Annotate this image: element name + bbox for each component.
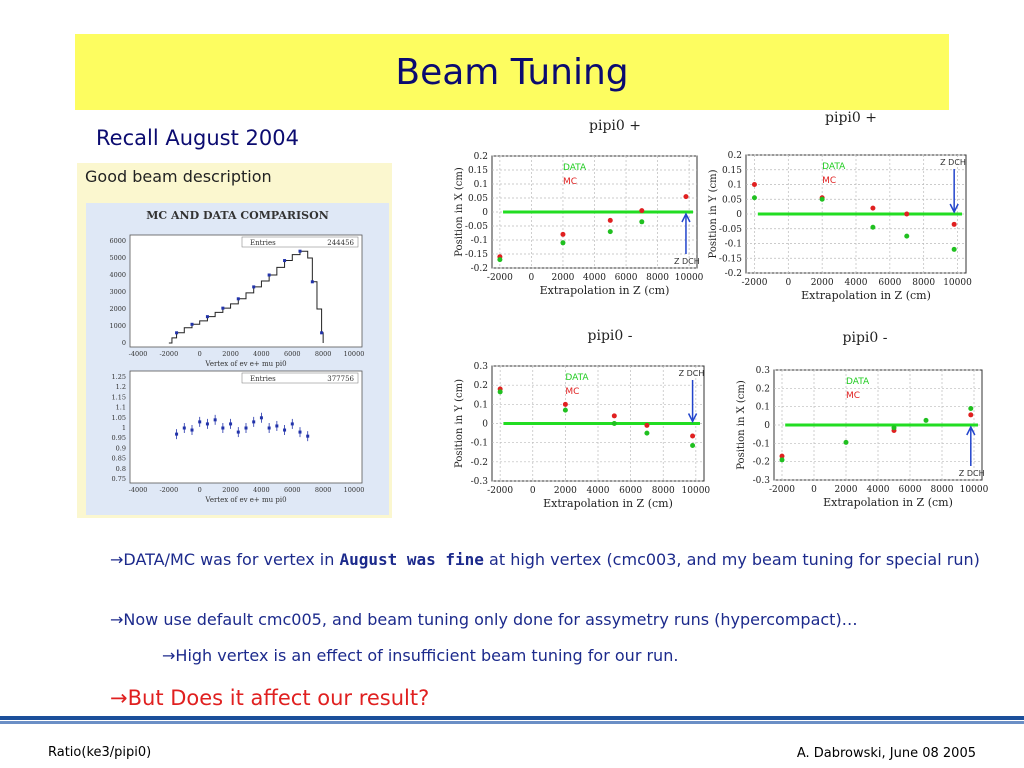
hist-point [252, 285, 255, 288]
y-tick-label: 0.2 [755, 384, 770, 395]
data-point-data [968, 412, 973, 417]
data-point-mc [560, 240, 565, 245]
y-tick-label: 0 [482, 419, 488, 430]
y-tick-label: -0.05 [718, 224, 742, 235]
y-tick-label: -0.2 [470, 457, 488, 468]
ratio-point [268, 427, 271, 430]
x-tick-label: -2000 [159, 350, 179, 358]
x-tick-label: -4000 [128, 486, 148, 494]
x-tick-label: 6000 [878, 278, 902, 288]
x-tick-label: 10000 [343, 350, 365, 358]
x-tick-label: 0 [785, 278, 792, 288]
hist-point [237, 297, 240, 300]
hist-point [320, 331, 323, 334]
ratio-point [260, 416, 263, 419]
bullet-3: →High vertex is an effect of insufficient beam tuning for our run. [162, 646, 679, 665]
x-tick-label: -2000 [159, 486, 179, 494]
y-tick-label: 0.2 [727, 151, 742, 161]
data-point-mc [498, 389, 503, 394]
y-tick-label: 0.1 [473, 180, 488, 190]
data-point-mc [952, 247, 957, 252]
ratio-point [221, 427, 224, 430]
x-tick-label: 2000 [834, 485, 858, 495]
hist-point [311, 280, 314, 283]
bullet-1: →DATA/MC was for vertex in August was fine at high vertex (cmc003, and my beam tuning for special run) [110, 550, 980, 569]
x-tick-label: -2000 [741, 278, 768, 288]
legend-data: DATA [562, 163, 587, 173]
plot-title: pipi0 + [589, 118, 641, 134]
plot-title: pipi0 - [842, 330, 888, 346]
data-point-mc [968, 406, 973, 411]
data-point-mc [563, 408, 568, 413]
data-point-mc [608, 229, 613, 234]
y-tick-label: -0.3 [752, 476, 770, 486]
data-point-data [639, 208, 644, 213]
hist-point [191, 323, 194, 326]
x-tick-label: 10000 [674, 273, 704, 283]
y-tick-label: 0.95 [111, 434, 126, 443]
z-dch-label: Z DCH [673, 257, 700, 266]
y-tick-label: -0.1 [752, 439, 770, 450]
y-tick-label: 0.1 [727, 180, 742, 191]
x-tick-label: 6000 [284, 350, 301, 358]
y-tick-label: 0.05 [467, 194, 488, 204]
slide-title: Beam Tuning [395, 51, 629, 93]
arrow-icon: → [110, 686, 128, 710]
y-tick-label: 0.85 [111, 454, 126, 463]
footer-right: A. Dabrowski, June 08 2005 [796, 746, 976, 761]
data-point-mc [752, 195, 757, 200]
ratio-point [198, 420, 201, 423]
data-point-mc [924, 418, 929, 423]
footer-left: Ratio(ke3/pipi0) [48, 745, 152, 760]
y-tick-label: 0.9 [115, 444, 126, 453]
plot-title: pipi0 - [587, 328, 633, 344]
y-tick-label: -0.3 [470, 477, 488, 487]
x-tick-label: 4000 [253, 350, 270, 358]
figure-caption: Good beam description [85, 167, 272, 186]
y-tick-label: 3000 [109, 288, 126, 296]
data-point-data [904, 212, 909, 217]
footer-rule-light [0, 721, 1024, 724]
data-point-data [563, 402, 568, 407]
y-tick-label: 0 [764, 421, 770, 431]
y-tick-label: 1.15 [111, 393, 126, 402]
y-axis-label: Position in Y (cm) [708, 169, 719, 259]
data-point-data [952, 222, 957, 227]
x-tick-label: 10000 [343, 486, 365, 494]
x-tick-label: 8000 [314, 350, 332, 358]
bullet-4: →But Does it affect our result? [110, 686, 430, 710]
plot-pipi0-plus-x [440, 116, 710, 316]
ratio-point [306, 435, 309, 438]
ratio-point [283, 429, 286, 432]
hist-point [283, 259, 286, 262]
ratio-point [229, 422, 232, 425]
z-dch-label: Z DCH [940, 158, 966, 167]
legend-mc: MC [562, 177, 578, 187]
x-tick-label: 4000 [586, 486, 610, 496]
x-tick-label: 8000 [314, 486, 332, 494]
y-tick-label: -0.2 [752, 457, 770, 468]
data-point-data [608, 218, 613, 223]
legend-data: DATA [846, 377, 870, 387]
legend-data: DATA [565, 373, 589, 383]
data-point-mc [904, 234, 909, 239]
data-point-mc [497, 257, 502, 262]
x-tick-label: 4000 [253, 486, 270, 494]
data-point-data [752, 182, 757, 187]
y-tick-label: 6000 [109, 237, 126, 245]
x-tick-label: 6000 [284, 486, 301, 494]
arrow-icon: → [162, 646, 176, 665]
title-bar [75, 34, 949, 110]
legend-data: DATA [822, 162, 846, 172]
x-tick-label: 4000 [866, 485, 890, 495]
x-tick-label: -4000 [128, 350, 148, 358]
ratio-point [237, 431, 240, 434]
plot-pipi0-minus-y [440, 322, 715, 522]
y-tick-label: -0.1 [470, 236, 488, 246]
y-tick-label: 0.1 [755, 402, 770, 413]
y-tick-label: 0.1 [473, 400, 488, 411]
x-tick-label: 8000 [646, 273, 670, 283]
hist-point [175, 331, 178, 334]
hist-point [206, 315, 209, 318]
y-tick-label: 4000 [109, 271, 126, 279]
ratio-point [252, 420, 255, 423]
y-tick-label: 2000 [109, 305, 126, 313]
stats-value: 377756 [327, 375, 354, 383]
data-point-data [870, 206, 875, 211]
y-tick-label: 0.8 [115, 464, 126, 473]
footer-rule [0, 716, 1024, 720]
data-point-data [690, 433, 695, 438]
y-tick-label: -0.15 [718, 254, 742, 265]
x-axis-label: Extrapolation in Z (cm) [539, 284, 670, 297]
bullet-2: →Now use default cmc005, and beam tuning only done for assymetry runs (hypercompact)… [110, 610, 858, 629]
x-axis-label: Vertex of ev e+ mu pi0 [205, 360, 287, 368]
x-axis-label: Vertex of ev e+ mu pi0 [205, 496, 287, 504]
x-tick-label: 2000 [222, 350, 239, 358]
hist-frame [130, 235, 362, 347]
hist-point [268, 274, 271, 277]
bullet-1-emphasis: August was fine [339, 550, 484, 569]
plot-pipi0-plus-y [706, 110, 976, 315]
y-tick-label: 0.2 [473, 381, 488, 392]
mc-data-comparison [86, 203, 389, 515]
x-tick-label: 2000 [222, 486, 239, 494]
x-axis-label: Extrapolation in Z (cm) [801, 289, 931, 302]
x-axis-label: Extrapolation in Z (cm) [823, 496, 953, 509]
data-point-mc [690, 443, 695, 448]
y-tick-label: -0.2 [470, 264, 488, 274]
x-tick-label: -2000 [769, 485, 795, 495]
x-tick-label: -2000 [486, 273, 513, 283]
data-point-data [560, 232, 565, 237]
legend-mc: MC [565, 387, 580, 397]
y-tick-label: 0.15 [721, 165, 742, 176]
x-tick-label: 2000 [551, 273, 575, 283]
comparison-header: MC AND DATA COMPARISON [146, 209, 329, 222]
ratio-point [175, 433, 178, 436]
ratio-point [183, 427, 186, 430]
data-point-mc [612, 421, 617, 426]
x-tick-label: 4000 [844, 278, 868, 288]
comparison-histograms [86, 203, 389, 515]
y-tick-label: 0.3 [473, 362, 488, 372]
x-tick-label: 0 [811, 485, 817, 495]
x-tick-label: 6000 [898, 485, 922, 495]
y-tick-label: 0.15 [467, 166, 488, 176]
legend-mc: MC [846, 391, 861, 401]
z-dch-label: Z DCH [958, 469, 985, 478]
x-tick-label: 0 [528, 273, 535, 283]
y-tick-label: 1 [121, 424, 126, 432]
data-point-mc [639, 219, 644, 224]
ratio-point [214, 418, 217, 421]
y-tick-label: 1.1 [115, 403, 126, 412]
ratio-point [275, 424, 278, 427]
y-tick-label: 0.75 [111, 475, 126, 483]
x-tick-label: 10000 [681, 486, 711, 496]
stats-label: Entries [250, 375, 276, 383]
y-axis-label: Position in X (cm) [454, 167, 465, 257]
ratio-point [245, 427, 248, 430]
x-tick-label: 0 [197, 350, 202, 358]
x-axis-label: Extrapolation in Z (cm) [543, 497, 673, 510]
y-tick-label: 0.3 [755, 366, 770, 376]
y-tick-label: -0.05 [464, 222, 488, 232]
x-tick-label: 6000 [619, 486, 643, 496]
x-tick-label: 6000 [614, 273, 638, 283]
y-tick-label: 0 [482, 208, 488, 218]
z-dch-label: Z DCH [678, 369, 705, 378]
ratio-point [191, 429, 194, 432]
x-tick-label: 10000 [959, 485, 989, 495]
y-tick-label: -0.15 [464, 250, 488, 260]
recall-label: Recall August 2004 [96, 126, 299, 150]
hist-point [221, 307, 224, 310]
x-tick-label: 2000 [810, 278, 834, 288]
y-tick-label: 0 [736, 210, 742, 220]
x-tick-label: 0 [529, 486, 536, 496]
legend-mc: MC [822, 176, 837, 186]
y-tick-label: -0.1 [470, 438, 488, 449]
x-tick-label: 8000 [912, 278, 936, 288]
stats-value: 244456 [327, 239, 354, 247]
data-point-mc [870, 225, 875, 230]
ratio-point [206, 422, 209, 425]
x-tick-label: 0 [197, 486, 202, 494]
x-tick-label: -2000 [487, 486, 514, 496]
data-point-data [683, 194, 688, 199]
y-tick-label: 5000 [109, 254, 126, 262]
plot-title: pipi0 + [825, 110, 877, 126]
left-figure-panel [77, 163, 392, 518]
arrow-icon: → [110, 610, 124, 629]
y-tick-label: 0.2 [473, 152, 488, 162]
x-tick-label: 8000 [930, 485, 954, 495]
data-point-data [644, 423, 649, 428]
data-point-mc [780, 457, 785, 462]
x-tick-label: 10000 [943, 278, 972, 288]
y-axis-label: Position in Y (cm) [454, 378, 465, 469]
plot-pipi0-minus-x [720, 326, 990, 516]
y-tick-label: 1.25 [111, 373, 126, 381]
x-tick-label: 2000 [553, 486, 577, 496]
y-tick-label: -0.1 [724, 239, 742, 250]
y-tick-label: 1.05 [111, 413, 126, 422]
x-tick-label: 8000 [651, 486, 675, 496]
y-tick-label: 1000 [109, 322, 126, 330]
stats-label: Entries [250, 239, 276, 247]
y-tick-label: 0 [121, 339, 126, 347]
y-tick-label: -0.2 [724, 269, 742, 279]
y-tick-label: 0.05 [721, 195, 742, 206]
data-point-mc [844, 440, 849, 445]
data-point-mc [892, 425, 897, 430]
x-tick-label: 4000 [583, 273, 606, 283]
ratio-point [291, 422, 294, 425]
hist-point [299, 250, 302, 253]
y-axis-label: Position in X (cm) [736, 380, 747, 470]
data-point-data [612, 413, 617, 418]
arrow-icon: → [110, 550, 124, 569]
ratio-point [299, 431, 302, 434]
data-point-mc [820, 197, 825, 202]
y-tick-label: 1.2 [115, 383, 126, 392]
data-point-mc [644, 431, 649, 436]
